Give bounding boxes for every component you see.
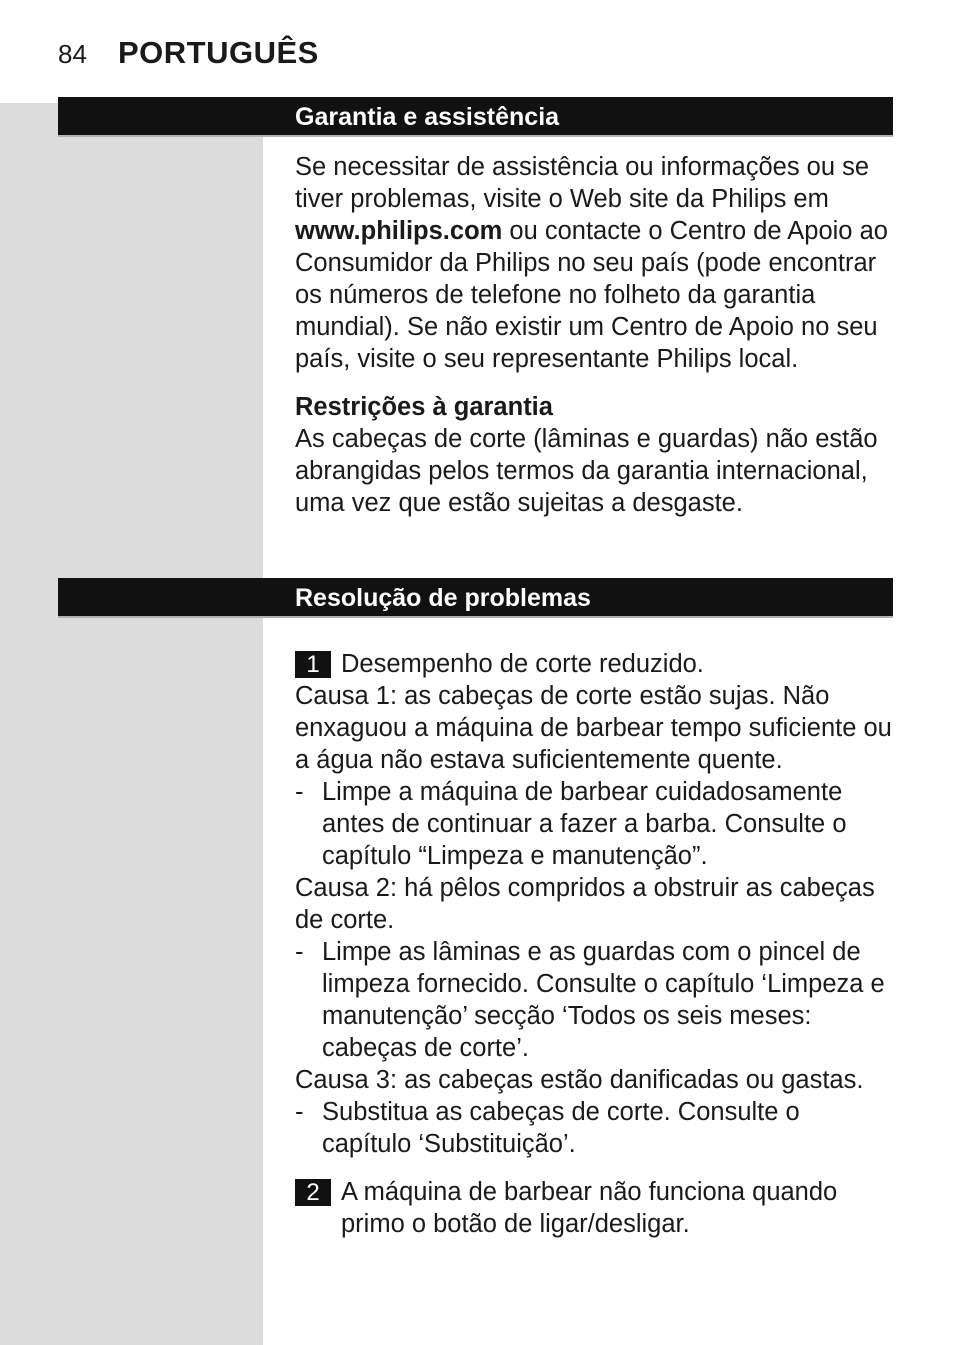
cause-1-fix [295, 776, 895, 872]
language-heading: PORTUGUÊS [118, 35, 319, 70]
warranty-content [295, 151, 895, 519]
page-number: 84 [58, 39, 87, 69]
cause-2: Causa 2: há pêlos compridos a obstruir as cabeças de corte. [295, 874, 875, 934]
cause-2-fix-text: Limpe as lâminas e as guardas com o pincel de limpeza fornecido. Consulte o capítulo ‘Limpeza e manutenção’ secção ‘Todos os seis meses: cabeças de corte’. [322, 938, 885, 1062]
gray-sidebar [0, 103, 263, 1345]
restrictions-text: As cabeças de corte (lâminas e guardas) não estão abrangidas pelos termos da garantia internacional, uma vez que estão sujeitas a desgaste. [295, 425, 878, 517]
intro-text-cont: ou contacte o Centro de Apoio ao Consumidor da Philips no seu país (pode encontrar os números de telefone no folheto da garantia mundial). Se não existir um Centro de Apoio no seu país, visite o seu representante Philips local. [295, 217, 888, 373]
cause-3-fix-text: Substitua as cabeças de corte. Consulte o capítulo ‘Substituição’. [322, 1098, 800, 1158]
restrictions-heading: Restrições à garantia [295, 393, 553, 421]
dash-bullet: - [295, 1098, 304, 1126]
warranty-intro [295, 151, 895, 375]
section-title-troubleshooting: Resolução de problemas [295, 584, 591, 612]
philips-url-link[interactable]: www.philips.com [295, 217, 503, 245]
dash-bullet: - [295, 938, 304, 966]
dash-bullet: - [295, 778, 304, 806]
problem-2-title: A máquina de barbear não funciona quando primo o botão de ligar/desligar. [341, 1178, 838, 1238]
problem-1-title: Desempenho de corte reduzido. [341, 650, 704, 678]
section-bar-troubleshooting [58, 578, 893, 618]
problem-2 [295, 1176, 895, 1240]
section-title-warranty: Garantia e assistência [295, 103, 560, 131]
intro-text: Se necessitar de assistência ou informações ou se tiver problemas, visite o Web site da Philips em [295, 153, 870, 213]
step-number-badge: 1 [295, 651, 331, 678]
cause-1-fix-text: Limpe a máquina de barbear cuidadosamente antes de continuar a fazer a barba. Consulte o capítulo “Limpeza e manutenção”. [322, 778, 847, 870]
troubleshooting-content [295, 648, 895, 1240]
cause-3: Causa 3: as cabeças estão danificadas ou gastas. [295, 1066, 864, 1094]
cause-3-fix [295, 1096, 895, 1160]
cause-2-fix [295, 936, 895, 1064]
step-number-badge: 2 [295, 1179, 331, 1206]
section-bar-warranty [58, 97, 893, 137]
problem-1 [295, 648, 895, 680]
cause-1: Causa 1: as cabeças de corte estão sujas. Não enxaguou a máquina de barbear tempo suficiente ou a água não estava suficientemente quente. [295, 682, 892, 774]
